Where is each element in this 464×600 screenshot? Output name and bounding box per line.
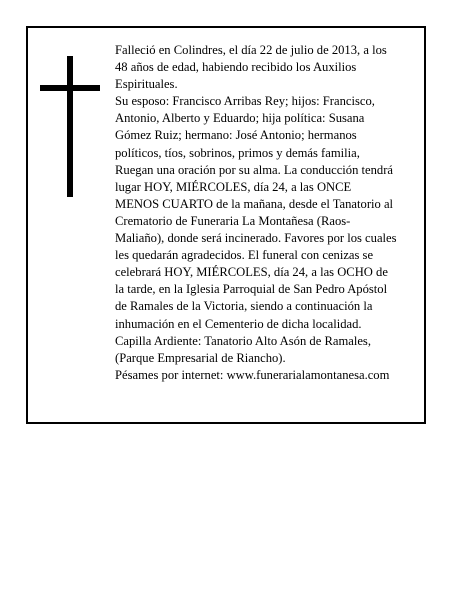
obituary-line: Falleció en Colindres, el día 22 de julio de 2013, a los [115, 43, 387, 57]
obituary-line: Antonio, Alberto y Eduardo; hija política: Susana [115, 111, 365, 126]
obituary-line: la tarde, en la Iglesia Parroquial de San Pedro Apóstol [115, 282, 388, 297]
obituary-line: Capilla Ardiente: Tanatorio Alto Asón de Ramales, [115, 333, 371, 348]
obituary-line: Pésames por internet: www.funerarialamontanesa.com [115, 367, 390, 382]
obituary-line: les quedarán agradecidos. El funeral con cenizas se [115, 248, 374, 263]
obituary-line: Maliaño), donde será incinerado. Favores por los cuales [115, 231, 397, 246]
obituary-line: Ruegan una oración por su alma. La conducción tendrá [115, 162, 394, 177]
obituary-line: Gómez Ruiz; hermano: José Antonio; hermanos [115, 128, 357, 143]
obituary-line: (Parque Empresarial de Riancho). [115, 350, 286, 365]
obituary-line: Espirituales. [115, 77, 178, 92]
obituary-line: inhumación en el Cementerio de dicha localidad. [115, 316, 362, 331]
obituary-line: de Ramales de la Victoria, siendo a continuación la [115, 299, 373, 314]
cross-horizontal-bar [40, 85, 100, 91]
obituary-line: lugar HOY, MIÉRCOLES, día 24, a las ONCE [115, 179, 352, 194]
obituary-line: 48 años de edad, habiendo recibido los Auxilios [115, 60, 357, 75]
cross-vertical-bar [67, 56, 73, 197]
obituary-line: Crematorio de Funeraria La Montañesa (Raos- [115, 213, 351, 228]
obituary-notice [26, 26, 426, 424]
obituary-text [115, 42, 421, 384]
obituary-line: políticos, tíos, sobrinos, primos y demás familia, [115, 145, 360, 160]
obituary-line: celebrará HOY, MIÉRCOLES, día 24, a las OCHO de [115, 265, 388, 280]
obituary-line: MENOS CUARTO de la mañana, desde el Tanatorio al [115, 196, 394, 211]
obituary-line: Su esposo: Francisco Arribas Rey; hijos: Francisco, [115, 94, 375, 109]
